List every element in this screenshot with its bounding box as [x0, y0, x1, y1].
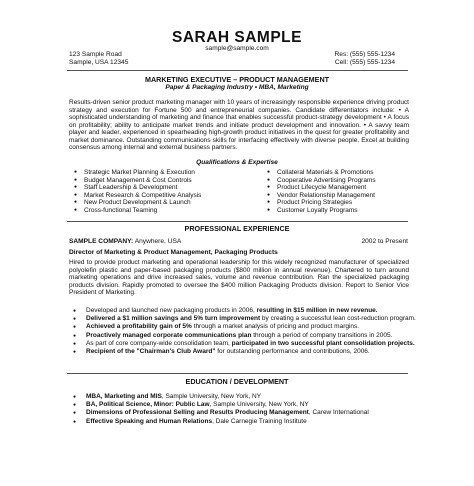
company-location: Anywhere, USA: [134, 238, 182, 245]
education-heading: EDUCATION / DEVELOPMENT: [185, 377, 289, 386]
qualification-item: ● Strategic Market Planning & Execution: [74, 169, 201, 177]
qualifications-left-list: [74, 169, 201, 214]
achievement-item: ● Developed and launched new packaging products in 2006, resulting in $15 million in new revenue.: [69, 307, 411, 315]
education-item: ● MBA, Marketing and MIS, Sample University, New York, NY: [69, 393, 411, 401]
address-line-2: Sample, USA 12345: [69, 59, 129, 66]
education-item: ● BA, Political Science, Minor: Public Law, Sample University, New York, NY: [69, 401, 411, 409]
employment-dates: 2002 to Present: [361, 238, 408, 245]
qualification-item: ● Product Lifecycle Management: [267, 184, 376, 192]
cell-phone: Cell: (555) 555-1234: [334, 59, 395, 66]
qualification-item: ● Cross-functional Teaming: [74, 207, 201, 215]
achievement-item: ● Recipient of the "Chairman's Club Award" for outstanding performance and contributions, 2006.: [69, 348, 411, 356]
achievement-item: ● Proactively managed corporate communications plan through a period of company transitions in 2005.: [69, 332, 411, 340]
company-line: [69, 238, 181, 245]
education-divider: [67, 373, 408, 374]
summary-paragraph: Results-driven senior product marketing manager with 10 years of increasingly responsible experience driving product strategy and execution for Fortune 500 and entrepreneurial companies. Candidate differentiators include: • A sophisticated understanding of marketing and finance that enables successful product-strategy development • A focus on profitability; ability to anticipate market trends and initiate product development and innovation. • A savvy team player and leader, experienced in spearheading high-growth product initiatives in the quest for greater profitability and market dominance. Outstanding communications skills for interfacing effectively with diverse people. Excel at building consensus among internal and external business partners.: [69, 99, 409, 151]
qualification-item: ● Vendor Relationship Management: [267, 192, 376, 200]
education-item: ● Effective Speaking and Human Relations, Dale Carnegie Training Institute: [69, 418, 411, 426]
qualifications-heading: Qualifications & Expertise: [196, 159, 278, 166]
email-address[interactable]: sample@sample.com: [205, 45, 269, 52]
education-item: ● Dimensions of Professional Selling and Results Producing Management, Carew International: [69, 409, 411, 417]
header-divider: [67, 70, 408, 71]
experience-heading: PROFESSIONAL EXPERIENCE: [184, 224, 290, 233]
qualification-item: ● Budget Management & Cost Controls: [74, 177, 201, 185]
qualification-item: ● New Product Development & Launch: [74, 199, 201, 207]
resume-headline: MARKETING EXECUTIVE – PRODUCT MANAGEMENT: [144, 75, 330, 84]
qualification-item: ● Market Research & Competitive Analysis: [74, 192, 201, 200]
qualifications-right-list: [267, 169, 376, 214]
achievements-list: [69, 307, 416, 356]
qualification-item: ● Collateral Materials & Promotions: [267, 169, 376, 177]
experience-divider: [67, 221, 408, 222]
job-description: Hired to provide product marketing and operational leadership for this widely recognized manufacturer of specialized polyolefin plastic and paper-based packaging products ($800 million in annual revenue). Chartered to turn around marketing operations and drive increased sales, volume and revenue contribution. Ran the specialized packaging products division. Rapidly promoted to oversee the $400 million Packaging Products division. Report to Senior Vice President of Marketing.: [69, 259, 409, 296]
job-role: Director of Marketing & Product Management, Packaging Products: [69, 249, 278, 256]
resume-name: SARAH SAMPLE: [171, 29, 302, 46]
education-list: [69, 393, 411, 426]
qualification-item: ● Staff Leadership & Development: [74, 184, 201, 192]
qualification-item: ● Product Pricing Strategies: [267, 199, 376, 207]
achievement-item: ● As part of core company-wide consolidation team, participated in two successful plant consolidation projects.: [69, 340, 411, 348]
achievement-item: ● Delivered a $1 million savings and 5% turn improvement by creating a successful lean cost-reduction program.: [69, 315, 411, 323]
achievement-item: ● Achieved a profitability gain of 5% through a market analysis of pricing and product margins.: [69, 323, 411, 331]
qualification-item: ● Customer Loyalty Programs: [267, 207, 376, 215]
resume-subheadline: Paper & Packaging Industry • MBA, Marketing: [165, 84, 309, 91]
residence-phone: Res: (555) 555-1234: [334, 51, 395, 58]
qualification-item: ● Cooperative Advertising Programs: [267, 177, 376, 185]
address-line-1: 123 Sample Road: [69, 51, 122, 58]
company-name: SAMPLE COMPANY:: [69, 238, 134, 245]
